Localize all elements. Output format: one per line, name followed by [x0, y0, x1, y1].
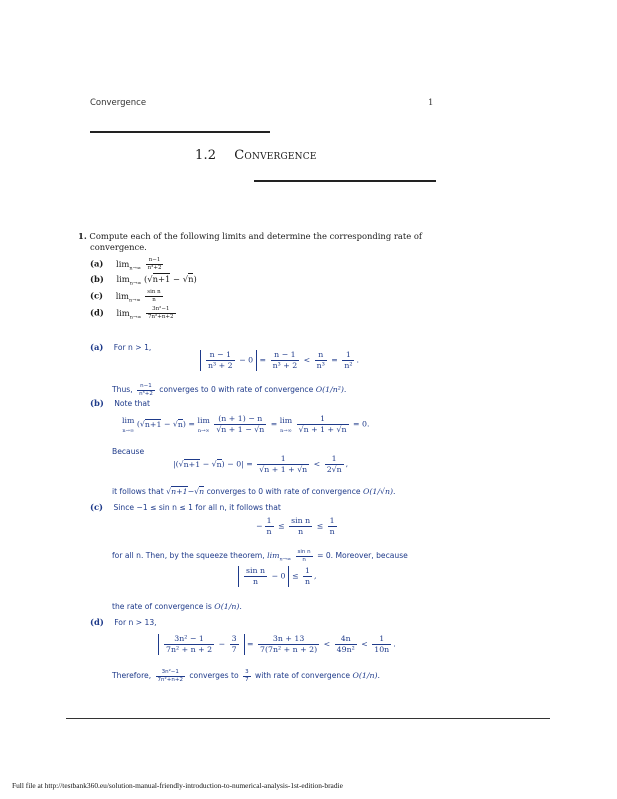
problem-text-1: Compute each of the following limits and determine the corresponding rate of — [89, 231, 422, 241]
conclusion-end-text: with rate of convergence — [255, 671, 351, 680]
solution-c-intro — [90, 502, 281, 512]
solution-c-middle: for all n. Then, by the squeeze theorem, $\lim_{n\to\infty}$ $\frac{\text{sin n}}{n}$ = 0. Moreover, because — [112, 549, 408, 563]
solution-text: For n > 1, — [113, 343, 152, 352]
conclusion-text: converges to 0 with rate of convergence — [159, 385, 314, 394]
solution-b-conclusion: it follows that √n+1−√n converges to 0 with rate of convergence O(1/√n). — [112, 487, 396, 496]
solution-b-intro — [90, 398, 150, 408]
solution-label: (d) — [90, 617, 104, 627]
fraction: $\frac{\text{sin n}}{n}$ — [297, 549, 311, 563]
solution-d-conclusion — [112, 669, 380, 683]
equation-b1: lim n→∞ (√n+1 − √n) = lim n→∞ $\frac{(n + 1) - n}{√n + 1 - √n}$ = lim n→∞ $\frac{1}{√n + 1 + √n}$ = 0. — [122, 414, 370, 434]
solution-label: (c) — [90, 502, 104, 512]
item-label: (b) — [90, 274, 104, 284]
conclusion-text: the rate of convergence is — [112, 602, 212, 611]
solution-c-conclusion — [112, 602, 242, 611]
page-bottom-rule — [66, 718, 550, 719]
problem-text-2: convergence. — [90, 242, 147, 252]
fraction: $\frac{3}{7}$ — [245, 669, 249, 683]
section-name: Convergence — [234, 148, 317, 163]
top-rule — [90, 131, 270, 133]
conclusion-prefix: Therefore, — [112, 671, 152, 680]
equation-b2: |(√n+1 − √n) − 0| = $\frac{1}{√n + 1 + √n}$ < $\frac{1}{2√n}$ , — [173, 454, 349, 474]
conclusion-prefix: it follows that — [112, 487, 164, 496]
conclusion-text: converges to 0 with rate of convergence — [206, 487, 361, 496]
equation-c2: $\frac{\text{sin n}}{n}$ − 0 ≤ $\frac{1}{n}$ , — [238, 566, 317, 587]
fraction: $\frac{\text{3n²−1}}{\text{7n²+n+2}}$ — [157, 669, 183, 683]
item-label: (a) — [90, 258, 104, 269]
rate: O(1/n). — [352, 671, 381, 680]
solution-text: For n > 13, — [114, 618, 157, 627]
middle-end-text: = 0. Moreover, because — [317, 551, 408, 560]
rate: O(1/n). — [214, 602, 242, 611]
item-label: (c) — [90, 290, 104, 301]
solution-b-because: Because — [112, 447, 145, 456]
solution-label: (b) — [90, 398, 104, 408]
page-number: 1 — [428, 98, 434, 108]
conclusion-text: converges to — [189, 671, 239, 680]
item-c: (c) $\lim_{n\to\infty}$ $\frac{\text{sin n}}{n}$ — [90, 289, 161, 304]
fraction: $\frac{n-1}{\text{n³+2}}$ — [147, 257, 162, 271]
middle-text: for all n. Then, by the squeeze theorem, — [112, 551, 265, 560]
solution-text: Since −1 ≤ sin n ≤ 1 for all n, it follows that — [113, 503, 281, 512]
fraction: $\frac{\text{3n²−1}}{\text{7n²+n+2}}$ — [148, 306, 174, 320]
solution-d-intro — [90, 617, 157, 627]
bottom-rule — [254, 180, 436, 182]
problem-number: 1. — [78, 231, 87, 241]
running-header: Convergence — [90, 98, 147, 108]
equation-a: $\frac{n - 1}{\text{n³ + 2}}$ − 0 = $\frac{n - 1}{\text{n³ + 2}}$ < $\frac{n}{\text{n³}}$ = $\frac{1}{\text{n²}}$ . — [200, 350, 359, 371]
item-a: (a) $\lim_{n\to\infty}$ $\frac{n-1}{\text{n³+2}}$ — [90, 257, 162, 272]
solution-text: Note that — [114, 399, 151, 408]
solution-a-conclusion — [112, 383, 346, 397]
rate: O(1/n²). — [315, 385, 347, 394]
abs-value: $\frac{n - 1}{\text{n³ + 2}}$ − 0 — [200, 350, 257, 371]
section-number: 1.2 — [195, 148, 217, 163]
conclusion-prefix: Thus, — [112, 385, 133, 394]
rate: O(1/√n). — [362, 487, 396, 496]
section-title — [195, 148, 317, 163]
footer-link[interactable]: Full file at http://testbank360.eu/solution-manual-friendly-introduction-to-numerical-analysis-1st-edition-bradie — [12, 781, 343, 790]
fraction: $\frac{n-1}{\text{n³+2}}$ — [139, 383, 153, 397]
equation-c1: − $\frac{1}{n}$ ≤ $\frac{\text{sin n}}{n}$ ≤ $\frac{1}{n}$ — [256, 516, 335, 536]
solution-label: (a) — [90, 342, 104, 352]
item-label: (d) — [90, 307, 104, 318]
fraction: $\frac{\text{sin n}}{n}$ — [147, 289, 161, 303]
equation-d: $\frac{\text{3n² − 1}}{\text{7n² + n + 2}}$ − $\frac{3}{7}$ = $\frac{3n + 13}{\text{7(7n² + n + 2)}}$ < $\frac{4n}{\text{49n²}}$ < $\frac{1}{10n}$ . — [158, 634, 396, 655]
problem-statement — [78, 231, 458, 242]
abs-value: $\frac{\text{sin n}}{n}$ − 0 — [238, 566, 289, 587]
item-d: (d) $\lim_{n\to\infty}$ $\frac{\text{3n²−1}}{\text{7n²+n+2}}$ — [90, 306, 174, 321]
item-b: (b) $\lim_{n\to\infty} (√n+1 - √n)$ — [90, 274, 197, 287]
abs-value: $\frac{\text{3n² − 1}}{\text{7n² + n + 2}}$ − $\frac{3}{7}$ — [158, 634, 245, 655]
solution-a-intro — [90, 342, 151, 352]
